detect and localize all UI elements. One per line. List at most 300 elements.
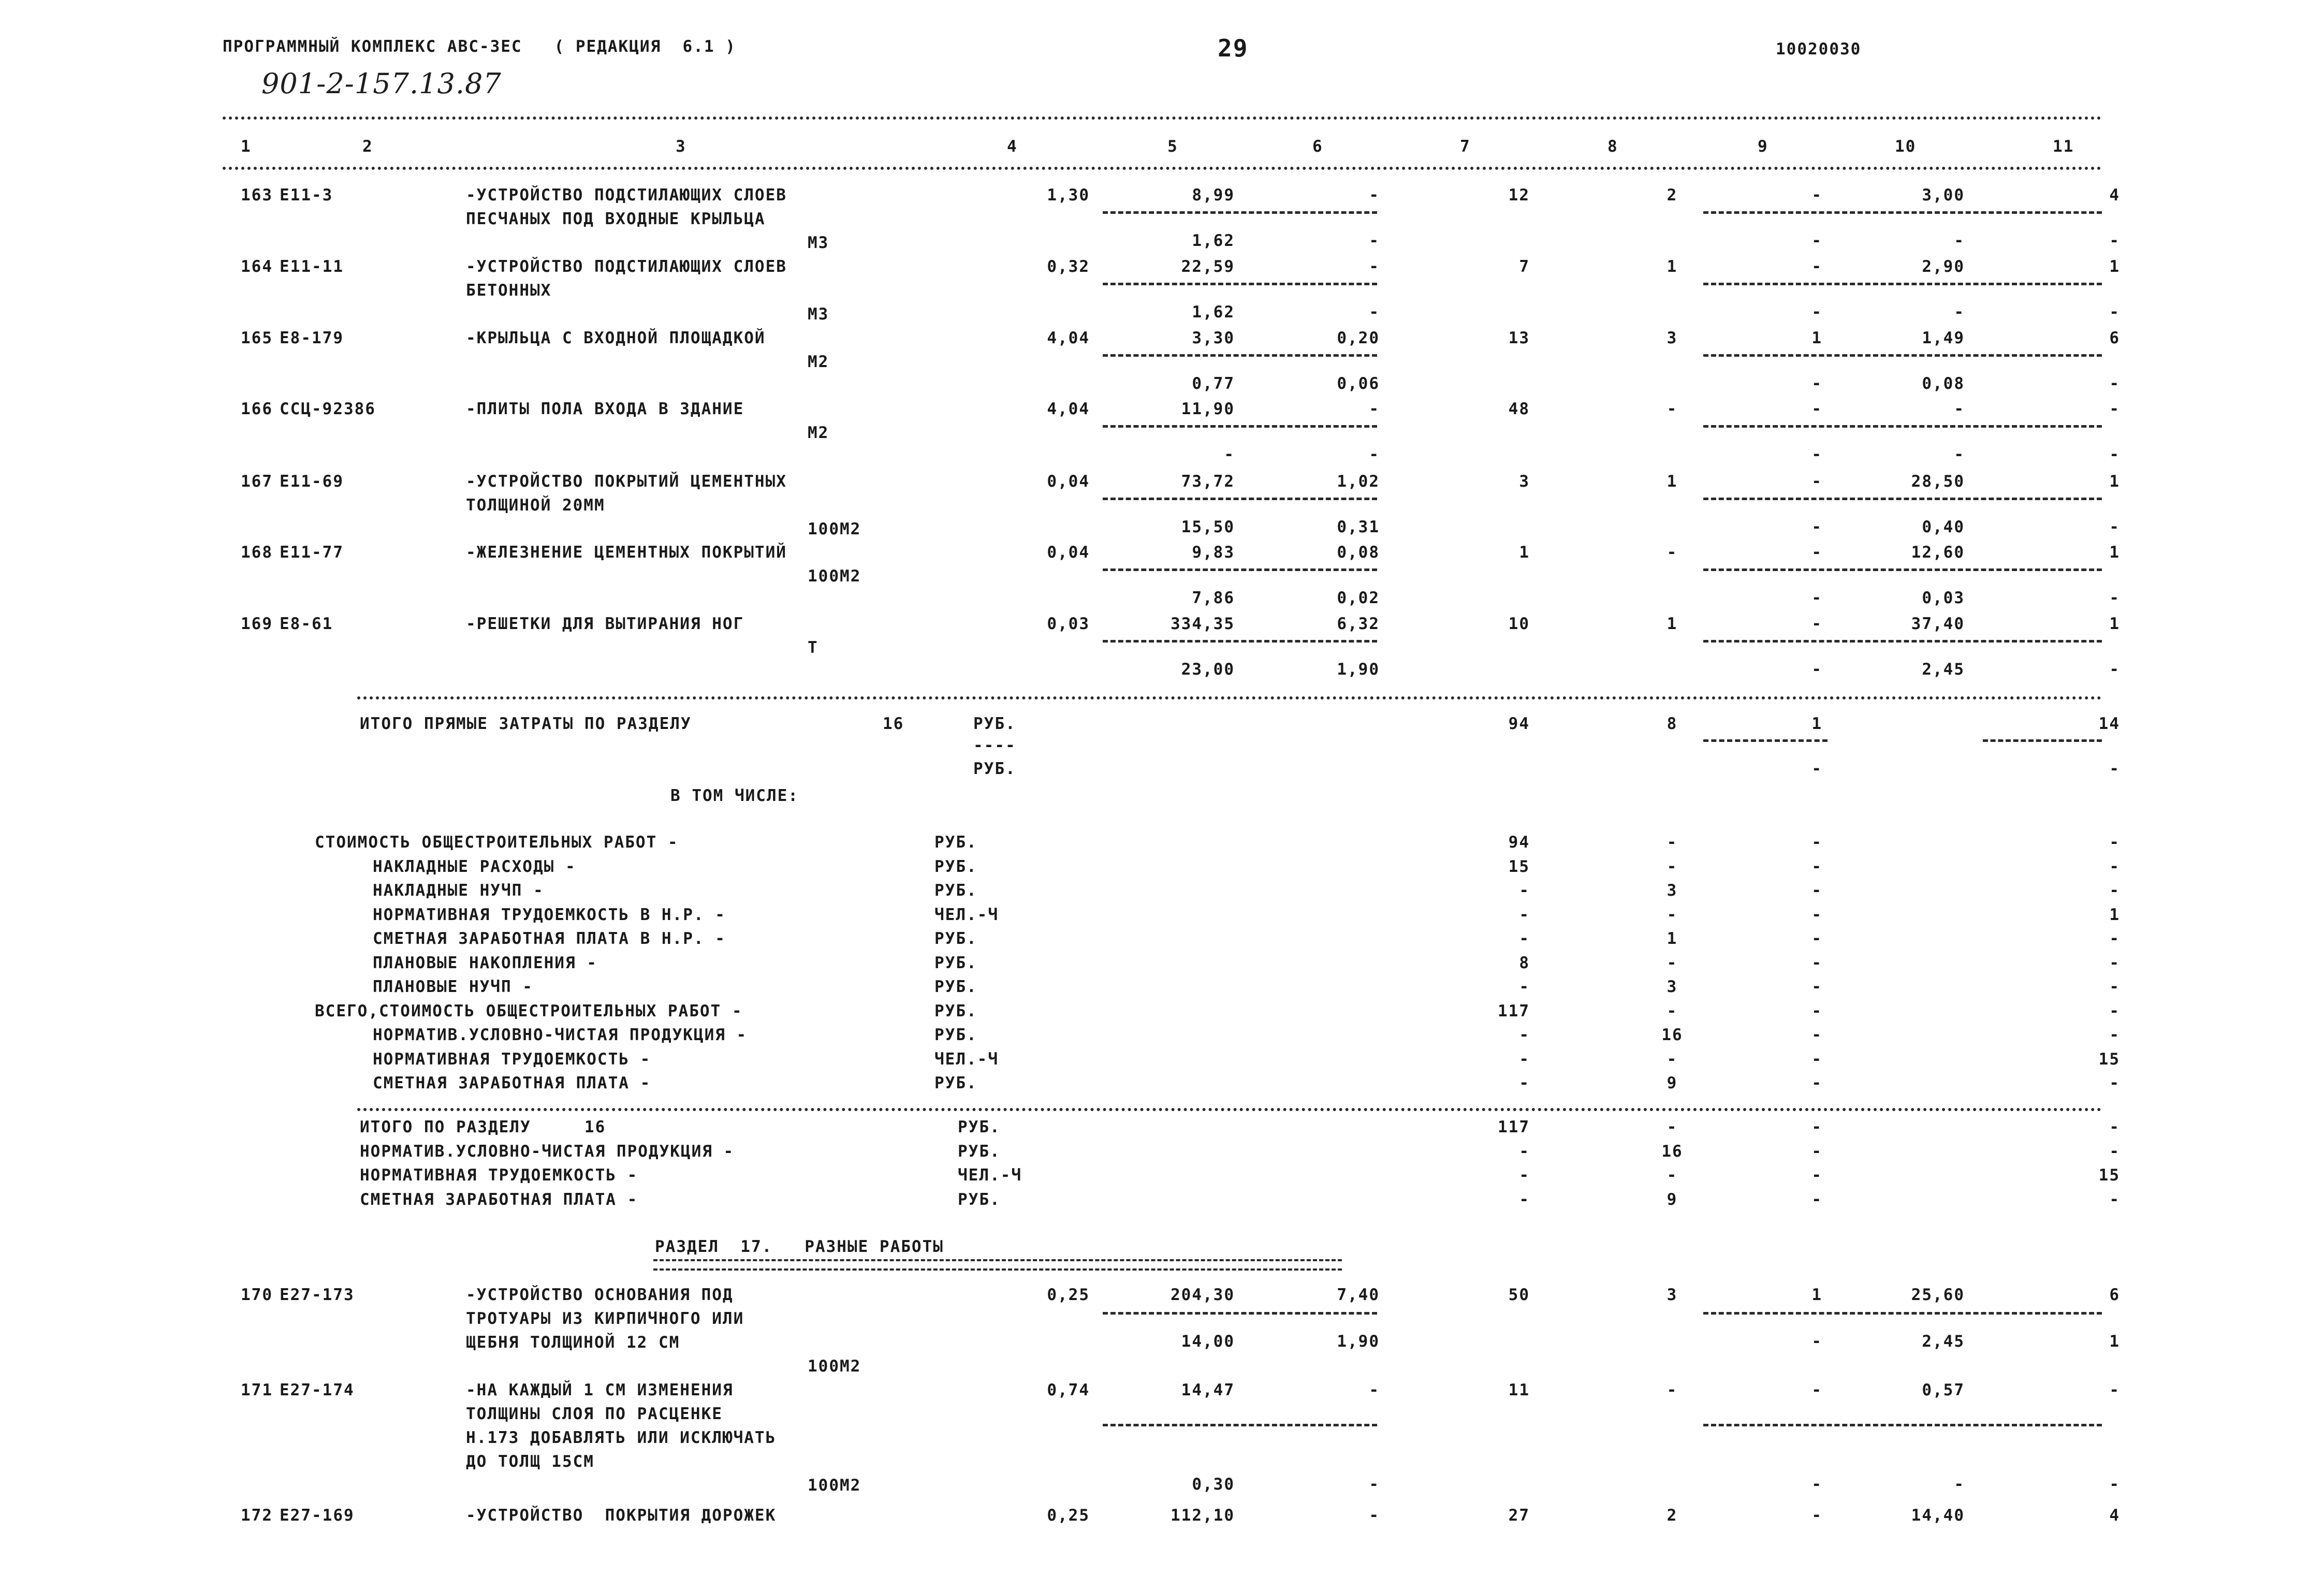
labor-total-machinists: - <box>2109 589 2120 607</box>
price-code: Е11-77 <box>280 543 344 562</box>
unit-cost-wages: 7,86 <box>1192 589 1235 607</box>
total-cost: 11 <box>1508 1381 1530 1399</box>
machine-cost: 0,08 <box>1337 543 1380 562</box>
section-total-label: ИТОГО ПО РАЗДЕЛУ 16 <box>360 1118 606 1136</box>
machine-total: - <box>1811 929 1822 948</box>
quantity: 0,25 <box>1047 1506 1090 1525</box>
breakdown-label: ВСЕГО,СТОИМОСТЬ ОБЩЕСТРОИТЕЛЬНЫХ РАБОТ - <box>315 1001 743 1020</box>
labor-total: - <box>2109 1026 2120 1044</box>
unit-of-measure: РУБ. <box>973 760 1016 778</box>
labor-total: 1 <box>2109 257 2120 276</box>
section-16-rule <box>357 696 2102 699</box>
machine-cost: 0,20 <box>1337 329 1380 347</box>
direct-costs-label: ИТОГО ПРЯМЫЕ ЗАТРАТЫ ПО РАЗДЕЛУ <box>360 714 692 733</box>
cell-separator <box>1103 283 1377 285</box>
machine-cost: - <box>1369 400 1380 418</box>
machine-total: 1 <box>1811 329 1822 347</box>
labor-unit: 12,60 <box>1911 543 1965 562</box>
row-number: 167 <box>241 472 273 491</box>
machine-cost-wages: 1,90 <box>1337 660 1380 679</box>
labor-total: 15 <box>2098 1166 2120 1185</box>
cell-separator <box>1703 1312 2102 1315</box>
machine-total: 1 <box>1811 714 1822 733</box>
labor-total: - <box>2109 1142 2120 1161</box>
cell-separator <box>1103 640 1377 643</box>
wages-total: - <box>1667 1001 1678 1020</box>
machine-total: - <box>1811 1026 1822 1044</box>
breakdown-label: НАКЛАДНЫЕ НУЧП - <box>373 881 544 900</box>
cell-separator <box>1103 568 1377 571</box>
work-description: -УСТРОЙСТВО ОСНОВАНИЯ ПОД <box>466 1286 734 1304</box>
machine-total: - <box>1811 1074 1822 1092</box>
breakdown-label: СМЕТНАЯ ЗАРАБОТНАЯ ПЛАТА В Н.Р. - <box>373 929 726 948</box>
total-cost: 8 <box>1519 953 1530 972</box>
wages-total: 1 <box>1667 615 1678 633</box>
wages-total: 16 <box>1661 1026 1683 1044</box>
unit-cost-wages: 14,00 <box>1181 1332 1235 1351</box>
machine-total-wages: - <box>1811 518 1822 536</box>
page-number: 29 <box>1218 34 1249 62</box>
machine-total: - <box>1811 978 1822 996</box>
cell-separator <box>1703 211 2102 214</box>
quantity: 0,04 <box>1047 472 1090 491</box>
total-cost: 15 <box>1508 857 1530 876</box>
machine-cost: - <box>1369 1506 1380 1525</box>
total-cost: 10 <box>1508 615 1530 633</box>
unit-cost-wages: 0,30 <box>1192 1475 1235 1494</box>
document-code: 10020030 <box>1776 40 1862 59</box>
work-description: ТОЛЩИНЫ СЛОЯ ПО РАСЦЕНКЕ <box>466 1405 723 1423</box>
labor-total: - <box>2109 953 2120 972</box>
unit-of-measure: М3 <box>808 234 829 252</box>
wages-total: - <box>1667 1118 1678 1136</box>
wages-total: 8 <box>1667 714 1678 733</box>
breakdown-label: ПЛАНОВЫЕ НУЧП - <box>373 978 533 996</box>
breakdown-label: НОРМАТИВНАЯ ТРУДОЕМКОСТЬ В Н.Р. - <box>373 905 726 924</box>
work-description: -НА КАЖДЫЙ 1 СМ ИЗМЕНЕНИЯ <box>466 1381 734 1399</box>
section-total-label: НОРМАТИВНАЯ ТРУДОЕМКОСТЬ - <box>360 1166 638 1185</box>
machine-cost: 7,40 <box>1337 1286 1380 1304</box>
machine-total: - <box>1811 953 1822 972</box>
machine-total: - <box>1811 186 1822 205</box>
labor-total-machinists: - <box>2109 1475 2120 1494</box>
labor-total: - <box>2109 1118 2120 1136</box>
machine-total: - <box>1811 905 1822 924</box>
work-description: ТРОТУАРЫ ИЗ КИРПИЧНОГО ИЛИ <box>466 1309 744 1328</box>
section-17-heading: РАЗДЕЛ 17. РАЗНЫЕ РАБОТЫ <box>655 1237 944 1256</box>
column-number-3: 3 <box>676 137 686 156</box>
labor-total-machinists: - <box>2109 660 2120 679</box>
total-cost: 48 <box>1508 400 1530 418</box>
unit-of-measure: РУБ. <box>958 1190 1001 1209</box>
labor-unit-machinists: - <box>1954 303 1965 322</box>
wages-total: - <box>1667 833 1678 852</box>
price-code: Е27-173 <box>280 1286 355 1304</box>
unit-of-measure: ЧЕЛ.-Ч <box>934 905 999 924</box>
labor-unit: 25,60 <box>1911 1286 1965 1304</box>
work-description: -УСТРОЙСТВО ПОКРЫТИЯ ДОРОЖЕК <box>466 1506 777 1525</box>
unit-of-measure: РУБ. <box>934 953 977 972</box>
labor-unit-machinists: 0,40 <box>1922 518 1965 536</box>
column-number-9: 9 <box>1758 137 1768 156</box>
header-rule <box>223 167 2102 170</box>
labor-total: 6 <box>2109 329 2120 347</box>
machine-total: - <box>1811 543 1822 562</box>
breakdown-rule <box>357 1108 2102 1111</box>
labor-total-machinists: - <box>2109 374 2120 393</box>
machine-total: - <box>1811 1166 1822 1185</box>
section-number: 16 <box>883 714 904 733</box>
wages-total: 1 <box>1667 929 1678 948</box>
unit-of-measure: РУБ. <box>934 1001 977 1020</box>
wages-total: 3 <box>1667 978 1678 996</box>
machine-total-wages: - <box>1811 303 1822 322</box>
machine-total: 1 <box>1811 1286 1822 1304</box>
cell-separator <box>1703 425 2102 428</box>
work-description: -УСТРОЙСТВО ПОДСТИЛАЮЩИХ СЛОЕВ <box>466 257 787 276</box>
total-cost: - <box>1519 905 1530 924</box>
column-number-4: 4 <box>1007 137 1018 156</box>
unit-cost-wages: 15,50 <box>1181 518 1235 536</box>
handwritten-project-code: 901-2-157.13.87 <box>261 67 502 100</box>
wages-total: - <box>1667 1381 1678 1399</box>
labor-unit-machinists: - <box>1954 1475 1965 1494</box>
machine-total: - <box>1811 472 1822 491</box>
machine-total-wages: - <box>1811 1332 1822 1351</box>
machine-total-wages: - <box>1811 760 1822 778</box>
unit-of-measure: М2 <box>808 353 829 371</box>
work-description: -КРЫЛЬЦА С ВХОДНОЙ ПЛОЩАДКОЙ <box>466 329 766 347</box>
labor-total: 1 <box>2109 615 2120 633</box>
wages-total: 1 <box>1667 257 1678 276</box>
cell-separator <box>1103 211 1377 214</box>
unit-of-measure: М2 <box>808 424 829 442</box>
labor-total: - <box>2109 833 2120 852</box>
labor-total: 1 <box>2109 905 2120 924</box>
labor-unit: - <box>1954 400 1965 418</box>
unit-of-measure: РУБ. <box>934 833 977 852</box>
machine-total-wages: - <box>1811 231 1822 250</box>
unit-cost: 3,30 <box>1192 329 1235 347</box>
section-total-label: НОРМАТИВ.УСЛОВНО-ЧИСТАЯ ПРОДУКЦИЯ - <box>360 1142 735 1161</box>
work-description: ЩЕБНЯ ТОЛЩИНОЙ 12 СМ <box>466 1333 680 1352</box>
work-description: ДО ТОЛЩ 15СМ <box>466 1452 594 1471</box>
machine-cost-wages: - <box>1369 303 1380 322</box>
wages-total: - <box>1667 1049 1678 1069</box>
machine-total: - <box>1811 1381 1822 1399</box>
machine-total: - <box>1811 1001 1822 1020</box>
machine-cost-wages: 0,06 <box>1337 374 1380 393</box>
unit-of-measure: РУБ. <box>934 1074 977 1092</box>
work-description: -РЕШЕТКИ ДЛЯ ВЫТИРАНИЯ НОГ <box>466 615 744 633</box>
wages-total: - <box>1667 905 1678 924</box>
total-cost: - <box>1519 1142 1530 1161</box>
unit-of-measure: ЧЕЛ.-Ч <box>934 1049 999 1069</box>
row-number: 169 <box>241 615 273 633</box>
row-number: 172 <box>241 1506 273 1525</box>
column-number-11: 11 <box>2053 137 2074 156</box>
breakdown-label: НОРМАТИВНАЯ ТРУДОЕМКОСТЬ - <box>373 1049 651 1069</box>
work-description: ПЕСЧАНЫХ ПОД ВХОДНЫЕ КРЫЛЬЦА <box>466 210 766 228</box>
wages-total: 9 <box>1667 1074 1678 1092</box>
labor-total: - <box>2109 400 2120 418</box>
work-description: Н.173 ДОБАВЛЯТЬ ИЛИ ИСКЛЮЧАТЬ <box>466 1428 777 1447</box>
unit-cost: 14,47 <box>1181 1381 1235 1399</box>
labor-total-machinists: - <box>2109 231 2120 250</box>
breakdown-label: ПЛАНОВЫЕ НАКОПЛЕНИЯ - <box>373 953 597 972</box>
breakdown-label: СТОИМОСТЬ ОБЩЕСТРОИТЕЛЬНЫХ РАБОТ - <box>315 833 679 852</box>
unit-cost-wages: 1,62 <box>1192 231 1235 250</box>
machine-cost-wages: 0,31 <box>1337 518 1380 536</box>
breakdown-label: СМЕТНАЯ ЗАРАБОТНАЯ ПЛАТА - <box>373 1074 651 1092</box>
machine-total: - <box>1811 857 1822 876</box>
including-label: В ТОМ ЧИСЛЕ: <box>670 786 799 805</box>
machine-total: - <box>1811 881 1822 900</box>
work-description: -УСТРОЙСТВО ПОКРЫТИЙ ЦЕМЕНТНЫХ <box>466 472 787 491</box>
column-number-6: 6 <box>1312 137 1323 156</box>
labor-unit: 2,90 <box>1922 257 1965 276</box>
unit-of-measure: 100М2 <box>808 520 861 538</box>
labor-unit-machinists: - <box>1954 445 1965 464</box>
quantity: 4,04 <box>1047 329 1090 347</box>
labor-total-machinists: - <box>2109 760 2120 778</box>
machine-total-wages: - <box>1811 1475 1822 1494</box>
machine-total: - <box>1811 1118 1822 1136</box>
unit-of-measure: 100М2 <box>808 1357 861 1376</box>
machine-cost-wages: - <box>1369 445 1380 464</box>
labor-unit: 0,57 <box>1922 1381 1965 1399</box>
row-number: 170 <box>241 1286 273 1304</box>
work-description: ТОЛЩИНОЙ 20ММ <box>466 496 605 515</box>
labor-total-machinists: - <box>2109 303 2120 322</box>
labor-total: 4 <box>2109 186 2120 205</box>
labor-total: 4 <box>2109 1506 2120 1525</box>
work-description: -ПЛИТЫ ПОЛА ВХОДА В ЗДАНИЕ <box>466 400 744 418</box>
total-cost: - <box>1519 929 1530 948</box>
quantity: 0,03 <box>1047 615 1090 633</box>
machine-cost-wages: 0,02 <box>1337 589 1380 607</box>
labor-total: 6 <box>2109 1286 2120 1304</box>
work-description: БЕТОННЫХ <box>466 281 552 300</box>
labor-total-machinists: 1 <box>2109 1332 2120 1351</box>
row-number: 171 <box>241 1381 273 1399</box>
labor-unit: 28,50 <box>1911 472 1965 491</box>
total-cost: - <box>1519 1166 1530 1185</box>
labor-unit-machinists: 2,45 <box>1922 660 1965 679</box>
wages-total: 9 <box>1667 1190 1678 1209</box>
machine-cost-wages: - <box>1369 1475 1380 1494</box>
total-cost: 13 <box>1508 329 1530 347</box>
total-cost: 1 <box>1519 543 1530 562</box>
unit-cost: 22,59 <box>1181 257 1235 276</box>
total-cost: 12 <box>1508 186 1530 205</box>
unit-cost-wages: 1,62 <box>1192 303 1235 322</box>
unit-of-measure: РУБ. <box>934 857 977 876</box>
cell-separator <box>1703 354 2102 357</box>
unit-of-measure: РУБ. <box>934 1026 977 1044</box>
unit-cost: 11,90 <box>1181 400 1235 418</box>
labor-unit-machinists: - <box>1954 231 1965 250</box>
unit-cost-wages: 23,00 <box>1181 660 1235 679</box>
machine-cost: - <box>1369 186 1380 205</box>
cell-separator <box>1703 640 2102 643</box>
section-total-label: СМЕТНАЯ ЗАРАБОТНАЯ ПЛАТА - <box>360 1190 638 1209</box>
quantity: 0,04 <box>1047 543 1090 562</box>
labor-unit: 37,40 <box>1911 615 1965 633</box>
machine-total-wages: - <box>1811 589 1822 607</box>
wages-total: - <box>1667 400 1678 418</box>
wages-total: - <box>1667 953 1678 972</box>
quantity: 0,74 <box>1047 1381 1090 1399</box>
unit-of-measure: РУБ. <box>973 714 1016 733</box>
wages-total: 1 <box>1667 472 1678 491</box>
work-description: -ЖЕЛЕЗНЕНИЕ ЦЕМЕНТНЫХ ПОКРЫТИЙ <box>466 543 787 562</box>
wages-total: 3 <box>1667 1286 1678 1304</box>
unit-of-measure: 100М2 <box>808 567 861 586</box>
machine-cost: 6,32 <box>1337 615 1380 633</box>
cell-separator <box>1103 1312 1377 1315</box>
section-17-underline <box>653 1259 1342 1271</box>
price-code: Е27-174 <box>280 1381 355 1399</box>
cell-separator <box>1103 1424 1377 1426</box>
total-cost: - <box>1519 1190 1530 1209</box>
row-number: 168 <box>241 543 273 562</box>
labor-total: 1 <box>2109 543 2120 562</box>
total-cost: - <box>1519 1026 1530 1044</box>
quantity: 0,25 <box>1047 1286 1090 1304</box>
cell-separator <box>1983 739 2102 742</box>
total-cost: 3 <box>1519 472 1530 491</box>
machine-total-wages: - <box>1811 445 1822 464</box>
unit-of-measure: ЧЕЛ.-Ч <box>958 1166 1022 1185</box>
total-cost: 7 <box>1519 257 1530 276</box>
unit-of-measure: РУБ. <box>934 929 977 948</box>
machine-total: - <box>1811 1506 1822 1525</box>
labor-unit: 3,00 <box>1922 186 1965 205</box>
unit-of-measure: РУБ. <box>934 881 977 900</box>
machine-total: - <box>1811 1190 1822 1209</box>
wages-total: - <box>1667 1166 1678 1185</box>
labor-total-machinists: - <box>2109 518 2120 536</box>
unit-of-measure: РУБ. <box>958 1142 1001 1161</box>
total-cost: 117 <box>1498 1001 1530 1020</box>
quantity: 1,30 <box>1047 186 1090 205</box>
cell-separator <box>1703 498 2102 500</box>
work-description: -УСТРОЙСТВО ПОДСТИЛАЮЩИХ СЛОЕВ <box>466 186 787 205</box>
machine-total: - <box>1811 833 1822 852</box>
labor-total: - <box>2109 1190 2120 1209</box>
labor-unit-machinists: 2,45 <box>1922 1332 1965 1351</box>
wages-total: 2 <box>1667 1506 1678 1525</box>
labor-total: 14 <box>2098 714 2120 733</box>
machine-cost: - <box>1369 1381 1380 1399</box>
total-cost: - <box>1519 881 1530 900</box>
labor-total: - <box>2109 1001 2120 1020</box>
labor-total: - <box>2109 1074 2120 1092</box>
column-number-1: 1 <box>241 137 252 156</box>
unit-cost: 334,35 <box>1171 615 1235 633</box>
total-cost: - <box>1519 1049 1530 1069</box>
labor-unit: 1,49 <box>1922 329 1965 347</box>
cell-separator <box>1103 498 1377 500</box>
quantity: 0,32 <box>1047 257 1090 276</box>
cell-separator <box>1103 425 1377 428</box>
cell-separator <box>1103 354 1377 357</box>
total-cost: 94 <box>1508 833 1530 852</box>
column-number-8: 8 <box>1607 137 1618 156</box>
machine-cost-wages: - <box>1369 231 1380 250</box>
cell-separator <box>1703 568 2102 571</box>
cell-separator <box>1703 739 1828 742</box>
labor-total: - <box>2109 857 2120 876</box>
unit-of-measure: РУБ. <box>958 1118 1001 1136</box>
column-number-5: 5 <box>1167 137 1178 156</box>
unit-of-measure: 100М2 <box>808 1476 861 1495</box>
total-cost: 50 <box>1508 1286 1530 1304</box>
column-number-10: 10 <box>1895 137 1917 156</box>
top-rule <box>223 116 2102 120</box>
unit-cost: 204,30 <box>1171 1286 1235 1304</box>
breakdown-label: НОРМАТИВ.УСЛОВНО-ЧИСТАЯ ПРОДУКЦИЯ - <box>373 1026 748 1044</box>
unit-cost-wages: 0,77 <box>1192 374 1235 393</box>
row-number: 165 <box>241 329 273 347</box>
total-cost: 117 <box>1498 1118 1530 1136</box>
cell-separator <box>1703 1424 2102 1426</box>
unit-cost: 9,83 <box>1192 543 1235 562</box>
unit-of-measure: Т <box>808 638 818 657</box>
price-code: Е27-169 <box>280 1506 355 1525</box>
price-code: Е8-179 <box>280 329 344 347</box>
total-cost: 27 <box>1508 1506 1530 1525</box>
machine-total: - <box>1811 615 1822 633</box>
total-cost: 94 <box>1508 714 1530 733</box>
unit-cost-wages: - <box>1224 445 1235 464</box>
machine-total-wages: - <box>1811 660 1822 679</box>
column-number-7: 7 <box>1460 137 1471 156</box>
wages-total: 2 <box>1667 186 1678 205</box>
labor-total: - <box>2109 978 2120 996</box>
machine-total: - <box>1811 257 1822 276</box>
unit-cost: 112,10 <box>1171 1506 1235 1525</box>
machine-total: - <box>1811 1142 1822 1161</box>
labor-total: - <box>2109 929 2120 948</box>
unit-of-measure: РУБ. <box>934 978 977 996</box>
labor-total: - <box>2109 1381 2120 1399</box>
wages-total: 3 <box>1667 329 1678 347</box>
machine-total: - <box>1811 400 1822 418</box>
price-code: Е11-3 <box>280 186 333 205</box>
total-cost: - <box>1519 978 1530 996</box>
labor-unit-machinists: 0,08 <box>1922 374 1965 393</box>
labor-unit: 14,40 <box>1911 1506 1965 1525</box>
price-code: ССЦ-92386 <box>280 400 376 418</box>
unit-cost: 73,72 <box>1181 472 1235 491</box>
price-code: Е11-11 <box>280 257 344 276</box>
breakdown-label: НАКЛАДНЫЕ РАСХОДЫ - <box>373 857 576 876</box>
unit-cost: 8,99 <box>1192 186 1235 205</box>
cell-separator <box>1703 283 2102 285</box>
price-code: Е8-61 <box>280 615 333 633</box>
labor-total: 1 <box>2109 472 2120 491</box>
row-number: 164 <box>241 257 273 276</box>
wages-total: - <box>1667 857 1678 876</box>
column-number-2: 2 <box>362 137 373 156</box>
unit-separator: ---- <box>973 736 1016 755</box>
price-code: Е11-69 <box>280 472 344 491</box>
machine-cost: - <box>1369 257 1380 276</box>
program-header: ПРОГРАММНЫЙ КОМПЛЕКС АВС-3ЕС ( РЕДАКЦИЯ 6.1 ) <box>223 37 736 56</box>
wages-total: 3 <box>1667 881 1678 900</box>
